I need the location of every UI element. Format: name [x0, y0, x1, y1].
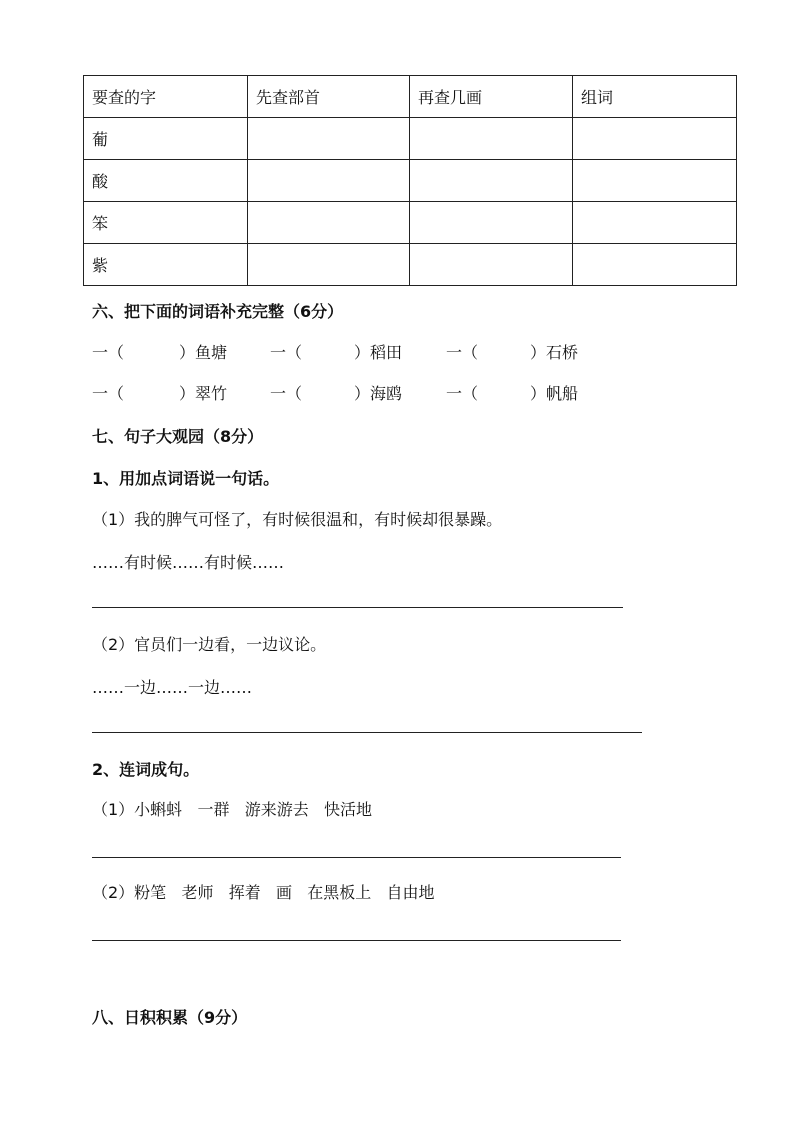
fill-suffix: ）海鸥 — [354, 384, 403, 403]
fill-prefix: 一（ — [270, 343, 303, 362]
fill-suffix: ）稻田 — [354, 343, 403, 362]
section8-title: 八、日积积累（9分） — [92, 1008, 248, 1027]
fill-in-item — [92, 340, 227, 363]
header-cell: 先查部首 — [248, 76, 410, 118]
answer-cell[interactable] — [573, 118, 737, 160]
character-cell: 笨 — [84, 202, 248, 244]
fill-suffix: ）帆船 — [530, 384, 579, 403]
answer-line[interactable] — [92, 857, 621, 858]
fill-prefix: 一（ — [92, 343, 125, 362]
fill-suffix: ）翠竹 — [179, 384, 228, 403]
fill-prefix: 一（ — [92, 384, 125, 403]
fill-in-item — [446, 381, 578, 404]
question1-title: 1、用加点词语说一句话。 — [92, 469, 280, 488]
answer-cell[interactable] — [573, 244, 737, 286]
answer-line[interactable] — [92, 940, 621, 941]
table-header-row — [84, 76, 737, 118]
answer-line[interactable] — [92, 732, 642, 733]
table-row — [84, 160, 737, 202]
answer-cell[interactable] — [410, 160, 573, 202]
answer-cell[interactable] — [410, 118, 573, 160]
answer-cell[interactable] — [573, 202, 737, 244]
fill-in-item — [270, 340, 402, 363]
answer-cell[interactable] — [410, 244, 573, 286]
character-cell: 酸 — [84, 160, 248, 202]
section7-title: 七、句子大观园（8分） — [92, 427, 264, 446]
fill-in-item — [92, 381, 227, 404]
question2-item2: （2）粉笔 老师 挥着 画 在黑板上 自由地 — [92, 883, 435, 902]
fill-prefix: 一（ — [446, 343, 479, 362]
question1-item1: （1）我的脾气可怪了，有时候很温和，有时候却很暴躁。 — [92, 510, 503, 529]
question2-title: 2、连词成句。 — [92, 760, 200, 779]
answer-cell[interactable] — [248, 118, 410, 160]
header-cell: 再查几画 — [410, 76, 573, 118]
character-cell: 葡 — [84, 118, 248, 160]
character-cell: 紫 — [84, 244, 248, 286]
character-lookup-table — [83, 75, 737, 286]
fill-suffix: ）石桥 — [530, 343, 579, 362]
header-cell: 组词 — [573, 76, 737, 118]
fill-in-item — [446, 340, 578, 363]
answer-cell[interactable] — [248, 202, 410, 244]
answer-cell[interactable] — [410, 202, 573, 244]
answer-cell[interactable] — [573, 160, 737, 202]
fill-prefix: 一（ — [270, 384, 303, 403]
fill-in-item — [270, 381, 402, 404]
fill-suffix: ）鱼塘 — [179, 343, 228, 362]
fill-prefix: 一（ — [446, 384, 479, 403]
question2-item1: （1）小蝌蚪 一群 游来游去 快活地 — [92, 800, 372, 819]
answer-cell[interactable] — [248, 160, 410, 202]
question1-item2: （2）官员们一边看，一边议论。 — [92, 635, 327, 654]
answer-cell[interactable] — [248, 244, 410, 286]
question1-pattern1: ……有时候……有时候…… — [92, 553, 285, 572]
section6-title: 六、把下面的词语补充完整（6分） — [92, 302, 344, 321]
answer-line[interactable] — [92, 607, 623, 608]
table-row — [84, 118, 737, 160]
question1-pattern2: ……一边……一边…… — [92, 678, 253, 697]
table-row — [84, 244, 737, 286]
table-row — [84, 202, 737, 244]
header-cell: 要查的字 — [84, 76, 248, 118]
